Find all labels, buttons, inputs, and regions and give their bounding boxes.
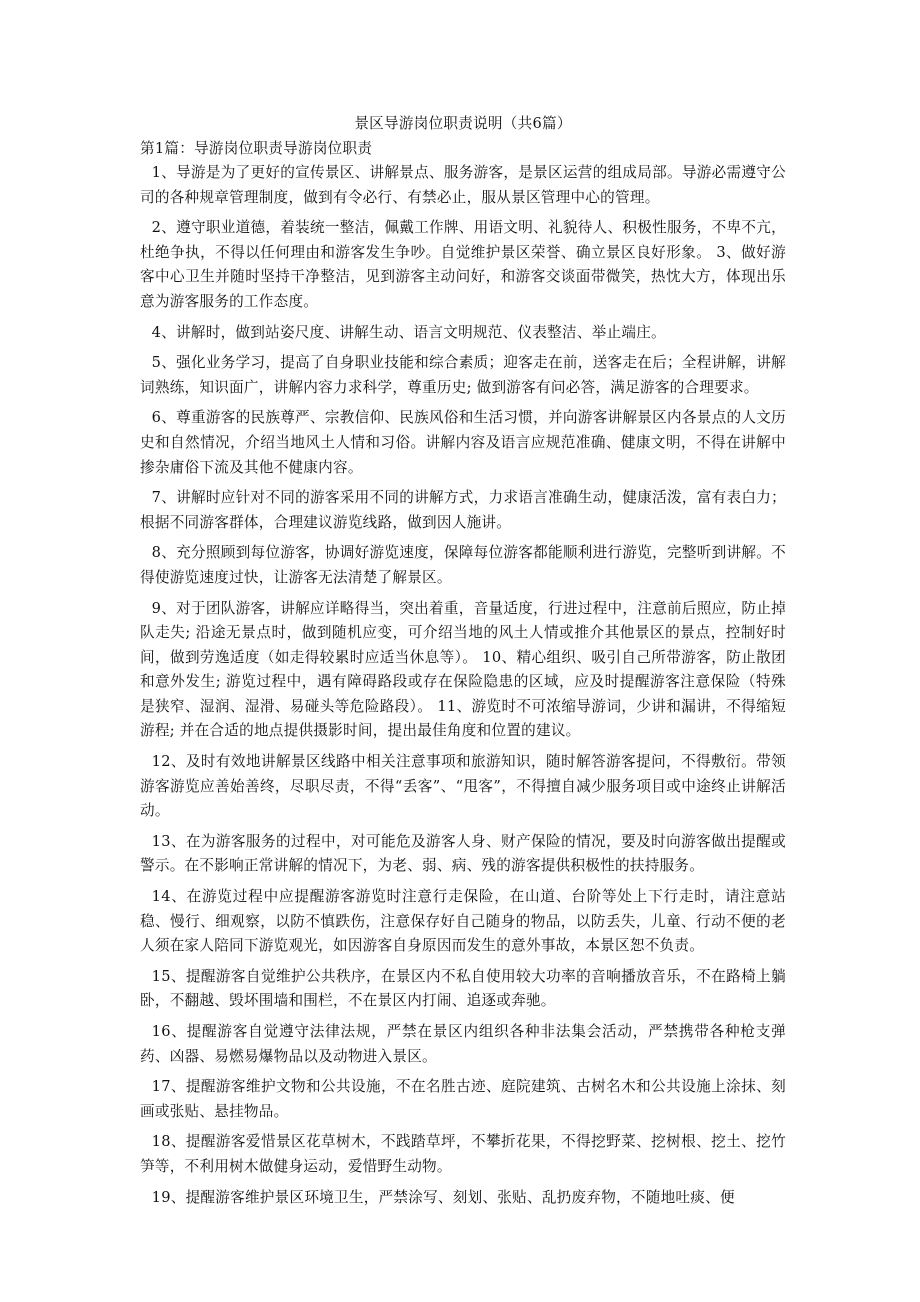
- paragraph-5: 5、强化业务学习，提高了自身职业技能和综合素质；迎客走在前，送客走在后；全程讲解，讲解词熟练，知识面广，讲解内容力求科学，尊重历史; 做到游客有问必答，满足游客的合理要求。: [140, 354, 786, 396]
- paragraph-2: 2、遵守职业道德，着装统一整洁，佩戴工作牌、用语文明、礼貌待人、积极性服务，不卑不亢，杜绝争执，不得以任何理由和游客发生争吵。自觉维护景区荣誉、确立景区良好形象。 3、做好游客中心卫生并随时坚持干净整洁，见到游客主动问好，和游客交谈面带微笑，热忱大方，体现出乐意为游客服务的工作态度。: [140, 219, 786, 310]
- paragraph-14: 14、在游览过程中应提醒游客游览时注意行走保险，在山道、台阶等处上下行走时，请注意站稳、慢行、细观察，以防不慎跌伤，注意保存好自己随身的物品，以防丢失，儿童、行动不便的老人须在家人陪同下游览观光，如因游客自身原因而发生的意外事故，本景区恕不负责。: [140, 888, 786, 955]
- paragraph-13: 13、在为游客服务的过程中，对可能危及游客人身、财产保险的情况，要及时向游客做出提醒或警示。在不影响正常讲解的情况下，为老、弱、病、残的游客提供积极性的扶持服务。: [140, 832, 786, 875]
- paragraph-8: 8、充分照顾到每位游客，协调好游览速度，保障每位游客都能顺利进行游览，完整听到讲解。不得使游览速度过快，让游客无法清楚了解景区。: [140, 544, 786, 586]
- paragraph-15: 15、提醒游客自觉维护公共秩序，在景区内不私自使用较大功率的音响播放音乐，不在路椅上躺卧，不翻越、毁坏围墙和围栏，不在景区内打闹、追逐或奔驰。: [140, 967, 786, 1010]
- paragraph-7: 7、讲解时应针对不同的游客采用不同的讲解方式，力求语言准确生动，健康活泼，富有表白力；根据不同游客群体，合理建议游览线路，做到因人施讲。: [140, 489, 786, 531]
- document-title: 景区导游岗位职责说明（共6篇）: [354, 115, 572, 132]
- paragraph-6: 6、尊重游客的民族尊严、宗教信仰、民族风俗和生活习惯，并向游客讲解景区内各景点的人文历史和自然情况，介绍当地风土人情和习俗。讲解内容及语言应规范准确、健康文明，不得在讲解中掺杂庸俗下流及其他不健康内容。: [140, 409, 786, 476]
- paragraph-4: 4、讲解时，做到站姿尺度、讲解生动、语言文明规范、仪表整洁、举止端庄。: [151, 323, 666, 341]
- document-page: [140, 112, 786, 1216]
- paragraph-12: 12、及时有效地讲解景区线路中相关注意事项和旅游知识，随时解答游客提问，不得敷衍。带领游客游览应善始善终，尽职尽责，不得“丢客”、“甩客”，不得擅自减少服务项目或中途终止讲解活动。: [140, 753, 786, 820]
- paragraph-17: 17、提醒游客维护文物和公共设施，不在名胜古迹、庭院建筑、古树名木和公共设施上涂抹、刻画或张贴、悬挂物品。: [140, 1078, 786, 1120]
- section-title: 第1篇：导游岗位职责导游岗位职责: [140, 140, 373, 157]
- paragraph-1: 1、导游是为了更好的宣传景区、讲解景点、服务游客，是景区运营的组成局部。导游必需遵守公司的各种规章管理制度，做到有令必行、有禁必止，服从景区管理中心的管理。: [140, 164, 786, 206]
- paragraph-19: 19、提醒游客维护景区环境卫生，严禁涂写、刻划、张贴、乱扔废弃物，不随地吐痰、便: [151, 1188, 735, 1206]
- paragraph-18: 18、提醒游客爱惜景区花草树木，不践踏草坪，不攀折花果，不得挖野菜、挖树根、挖土、挖竹笋等，不利用树木做健身运动，爱惜野生动物。: [140, 1133, 786, 1175]
- paragraph-16: 16、提醒游客自觉遵守法律法规，严禁在景区内组织各种非法集会活动，严禁携带各种枪支弹药、凶器、易燃易爆物品以及动物进入景区。: [140, 1023, 786, 1065]
- paragraph-9: 9、对于团队游客，讲解应详略得当，突出着重，音量适度，行进过程中，注意前后照应，防止掉队走失; 沿途无景点时，做到随机应变，可介绍当地的风土人情或推介其他景区的景点，控制好时间，做到劳逸适度（如走得较累时应适当休息等）。 10、精心组织、吸引自己所带游客，防止散团和意外发生; 游览过程中，遇有障碍路段或存在保险隐患的区域，应及时提醒游客注意保险（特殊是狭窄、湿润、湿滑、易碰头等危险路段）。 11、游览时不可浓缩导游词，少讲和漏讲，不得缩短游程; 并在合适的地点提供摄影时间，提出最佳角度和位置的建议。: [140, 599, 786, 740]
